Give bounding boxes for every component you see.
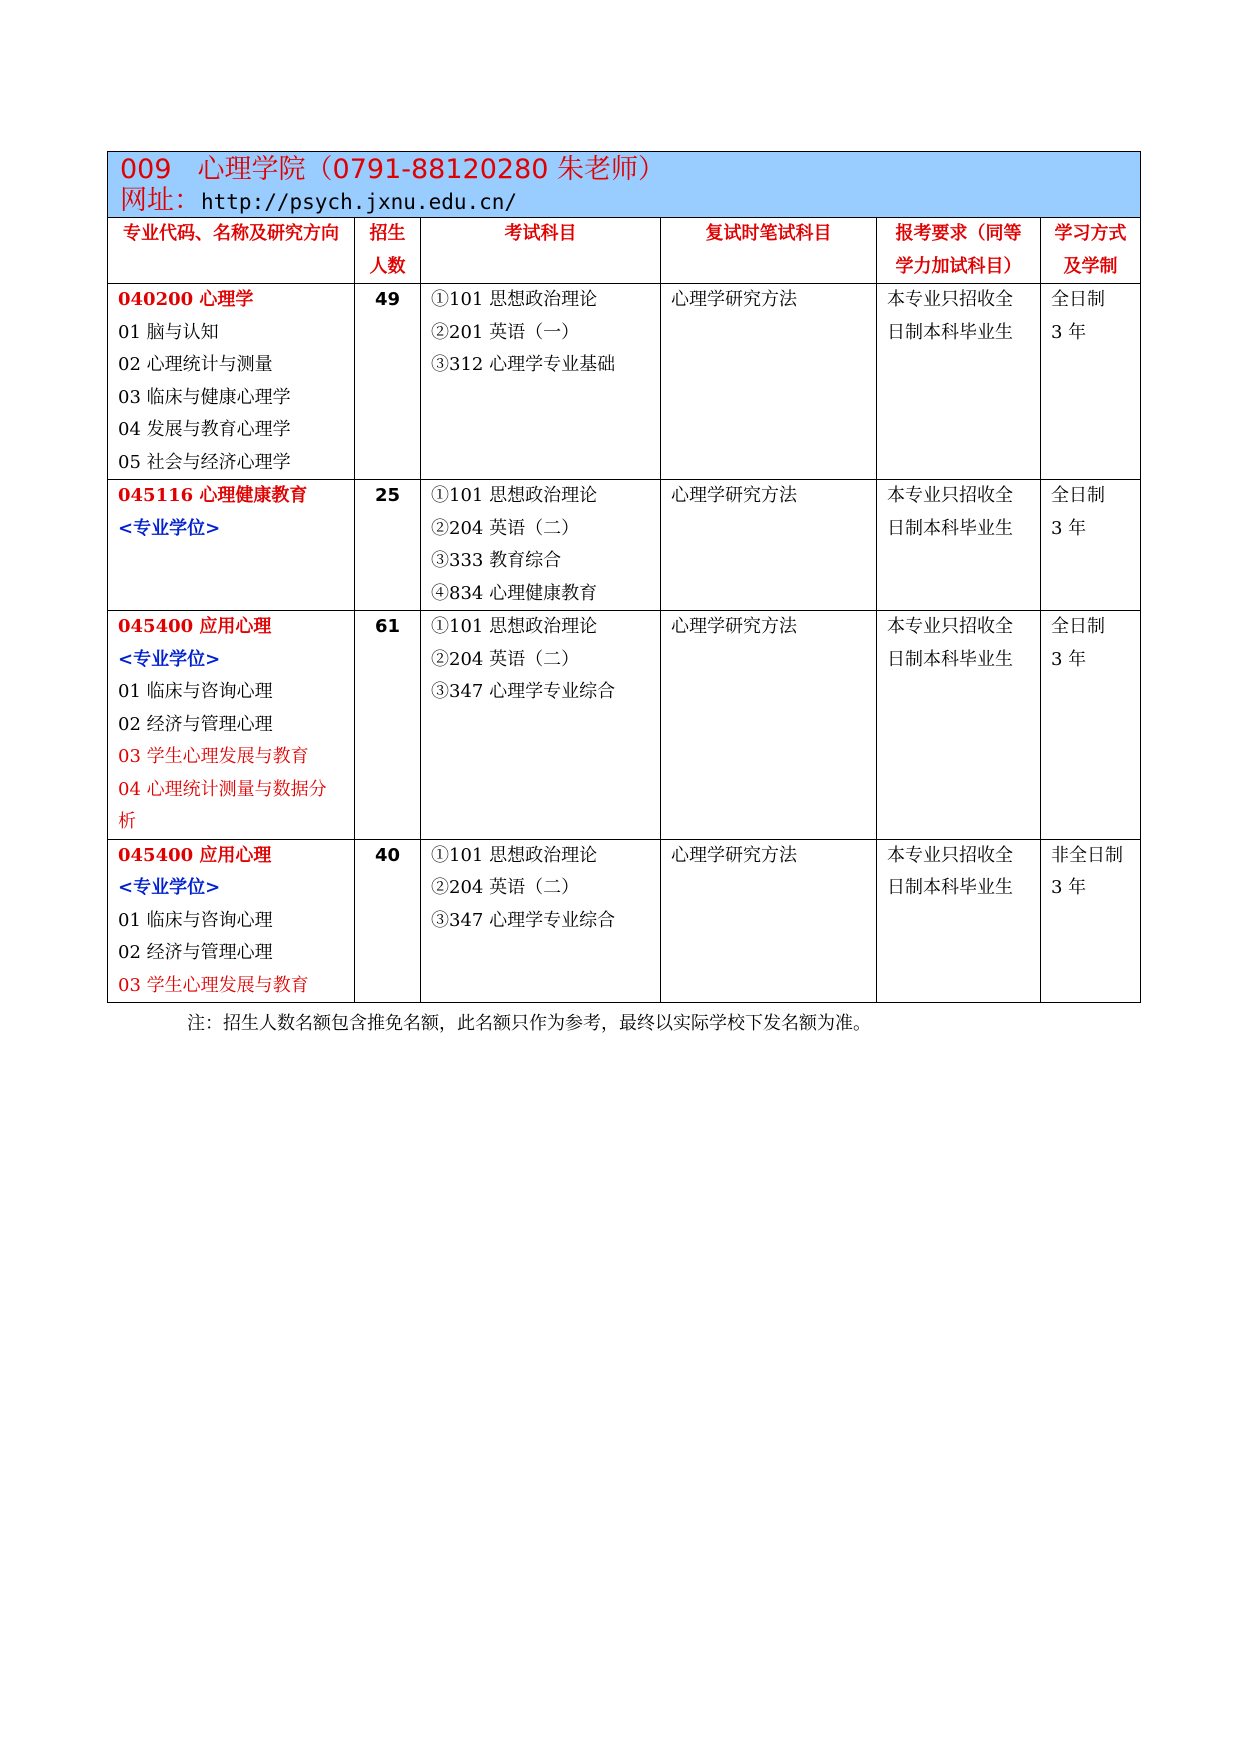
degree-tag: <专业学位> <box>118 517 221 539</box>
study-mode: 全日制 <box>1051 485 1105 506</box>
research-direction: 01 临床与咨询心理 <box>118 681 273 702</box>
requirement: 本专业只招收全日制本科毕业生 <box>877 839 1041 1003</box>
exam-subject: ③333 教育综合 <box>431 550 562 571</box>
major-title: 045400 应用心理 <box>118 616 272 637</box>
major-title: 040200 心理学 <box>118 289 254 310</box>
retest-subject: 心理学研究方法 <box>661 839 877 1003</box>
retest-subject: 心理学研究方法 <box>661 284 877 480</box>
degree-tag: <专业学位> <box>118 877 221 898</box>
col-major: 专业代码、名称及研究方向 <box>108 218 355 284</box>
requirement: 本专业只招收全日制本科毕业生 <box>877 480 1041 611</box>
requirement: 本专业只招收全日制本科毕业生 <box>877 284 1041 480</box>
major-cell <box>108 839 355 1003</box>
school-code: 009 <box>120 154 172 185</box>
research-direction: 02 经济与管理心理 <box>118 942 273 963</box>
research-direction: 02 经济与管理心理 <box>118 713 273 735</box>
exam-subject: ②204 英语（二） <box>431 877 580 898</box>
exam-subject: ②204 英语（二） <box>431 648 580 670</box>
school-title <box>120 152 1128 186</box>
exam-subject: ④834 心理健康教育 <box>431 582 598 604</box>
catalog-page <box>107 151 1140 1039</box>
exam-subject: ①101 思想政治理论 <box>431 844 598 866</box>
research-direction: 01 临床与咨询心理 <box>118 909 273 931</box>
study-mode-cell <box>1041 839 1141 1003</box>
footnote: 注：招生人数名额包含推免名额，此名额只作为参考，最终以实际学校下发名额为准。 <box>187 1013 871 1034</box>
exam-subjects-cell <box>421 480 661 611</box>
col-requirement: 报考要求（同等学力加试科目） <box>877 218 1041 284</box>
major-cell <box>108 611 355 840</box>
col-study: 学习方式及学制 <box>1041 218 1141 284</box>
col-retest: 复试时笔试科目 <box>661 218 877 284</box>
research-direction: 03 学生心理发展与教育 <box>118 746 309 767</box>
study-mode-cell <box>1041 611 1141 840</box>
enrollment-count: 49 <box>355 284 421 480</box>
school-name: 心理学院（0791-88120280 朱老师） <box>197 154 666 185</box>
requirement: 本专业只招收全日制本科毕业生 <box>877 611 1041 840</box>
retest-subject: 心理学研究方法 <box>661 480 877 611</box>
research-direction: 01 脑与认知 <box>118 321 219 343</box>
research-direction: 02 心理统计与测量 <box>118 354 273 375</box>
website-link[interactable]: http://psych.jxnu.edu.cn/ <box>201 190 518 214</box>
enrollment-count: 40 <box>355 839 421 1003</box>
exam-subject: ①101 思想政治理论 <box>431 616 598 637</box>
exam-subjects-cell <box>421 284 661 480</box>
table-row <box>108 284 1141 480</box>
major-cell <box>108 284 355 480</box>
major-title: 045400 应用心理 <box>118 844 272 866</box>
major-title: 045116 心理健康教育 <box>118 485 308 506</box>
study-mode-cell <box>1041 284 1141 480</box>
research-direction: 03 临床与健康心理学 <box>118 386 291 408</box>
enrollment-count: 61 <box>355 611 421 840</box>
exam-subject: ①101 思想政治理论 <box>431 485 598 506</box>
research-direction: 03 学生心理发展与教育 <box>118 974 309 996</box>
exam-subject: ②204 英语（二） <box>431 517 580 539</box>
retest-subject: 心理学研究方法 <box>661 611 877 840</box>
study-mode-cell <box>1041 480 1141 611</box>
study-mode: 全日制 <box>1051 289 1105 310</box>
study-duration: 3 年 <box>1051 648 1087 670</box>
enrollment-count: 25 <box>355 480 421 611</box>
table-row <box>108 611 1141 840</box>
school-header <box>108 152 1141 218</box>
table-row <box>108 480 1141 611</box>
research-direction: 04 心理统计测量与数据分析 <box>118 778 327 832</box>
col-exam: 考试科目 <box>421 218 661 284</box>
exam-subject: ②201 英语（一） <box>431 321 580 343</box>
table-row <box>108 839 1141 1003</box>
enrollment-table <box>107 151 1141 1003</box>
major-cell <box>108 480 355 611</box>
study-mode: 全日制 <box>1051 616 1105 637</box>
study-duration: 3 年 <box>1051 321 1087 343</box>
table-body <box>108 284 1141 1003</box>
study-mode: 非全日制 <box>1051 844 1123 866</box>
exam-subjects-cell <box>421 839 661 1003</box>
degree-tag: <专业学位> <box>118 648 221 670</box>
research-direction: 05 社会与经济心理学 <box>118 451 291 473</box>
website-label: 网址： <box>120 185 201 216</box>
school-website <box>120 186 1128 217</box>
col-count: 招生人数 <box>355 218 421 284</box>
exam-subject: ③312 心理学专业基础 <box>431 354 616 375</box>
exam-subject: ③347 心理学专业综合 <box>431 681 616 702</box>
exam-subject: ①101 思想政治理论 <box>431 289 598 310</box>
exam-subjects-cell <box>421 611 661 840</box>
research-direction: 04 发展与教育心理学 <box>118 419 291 440</box>
exam-subject: ③347 心理学专业综合 <box>431 909 616 931</box>
study-duration: 3 年 <box>1051 877 1087 898</box>
column-header-row <box>108 218 1141 284</box>
study-duration: 3 年 <box>1051 517 1087 539</box>
